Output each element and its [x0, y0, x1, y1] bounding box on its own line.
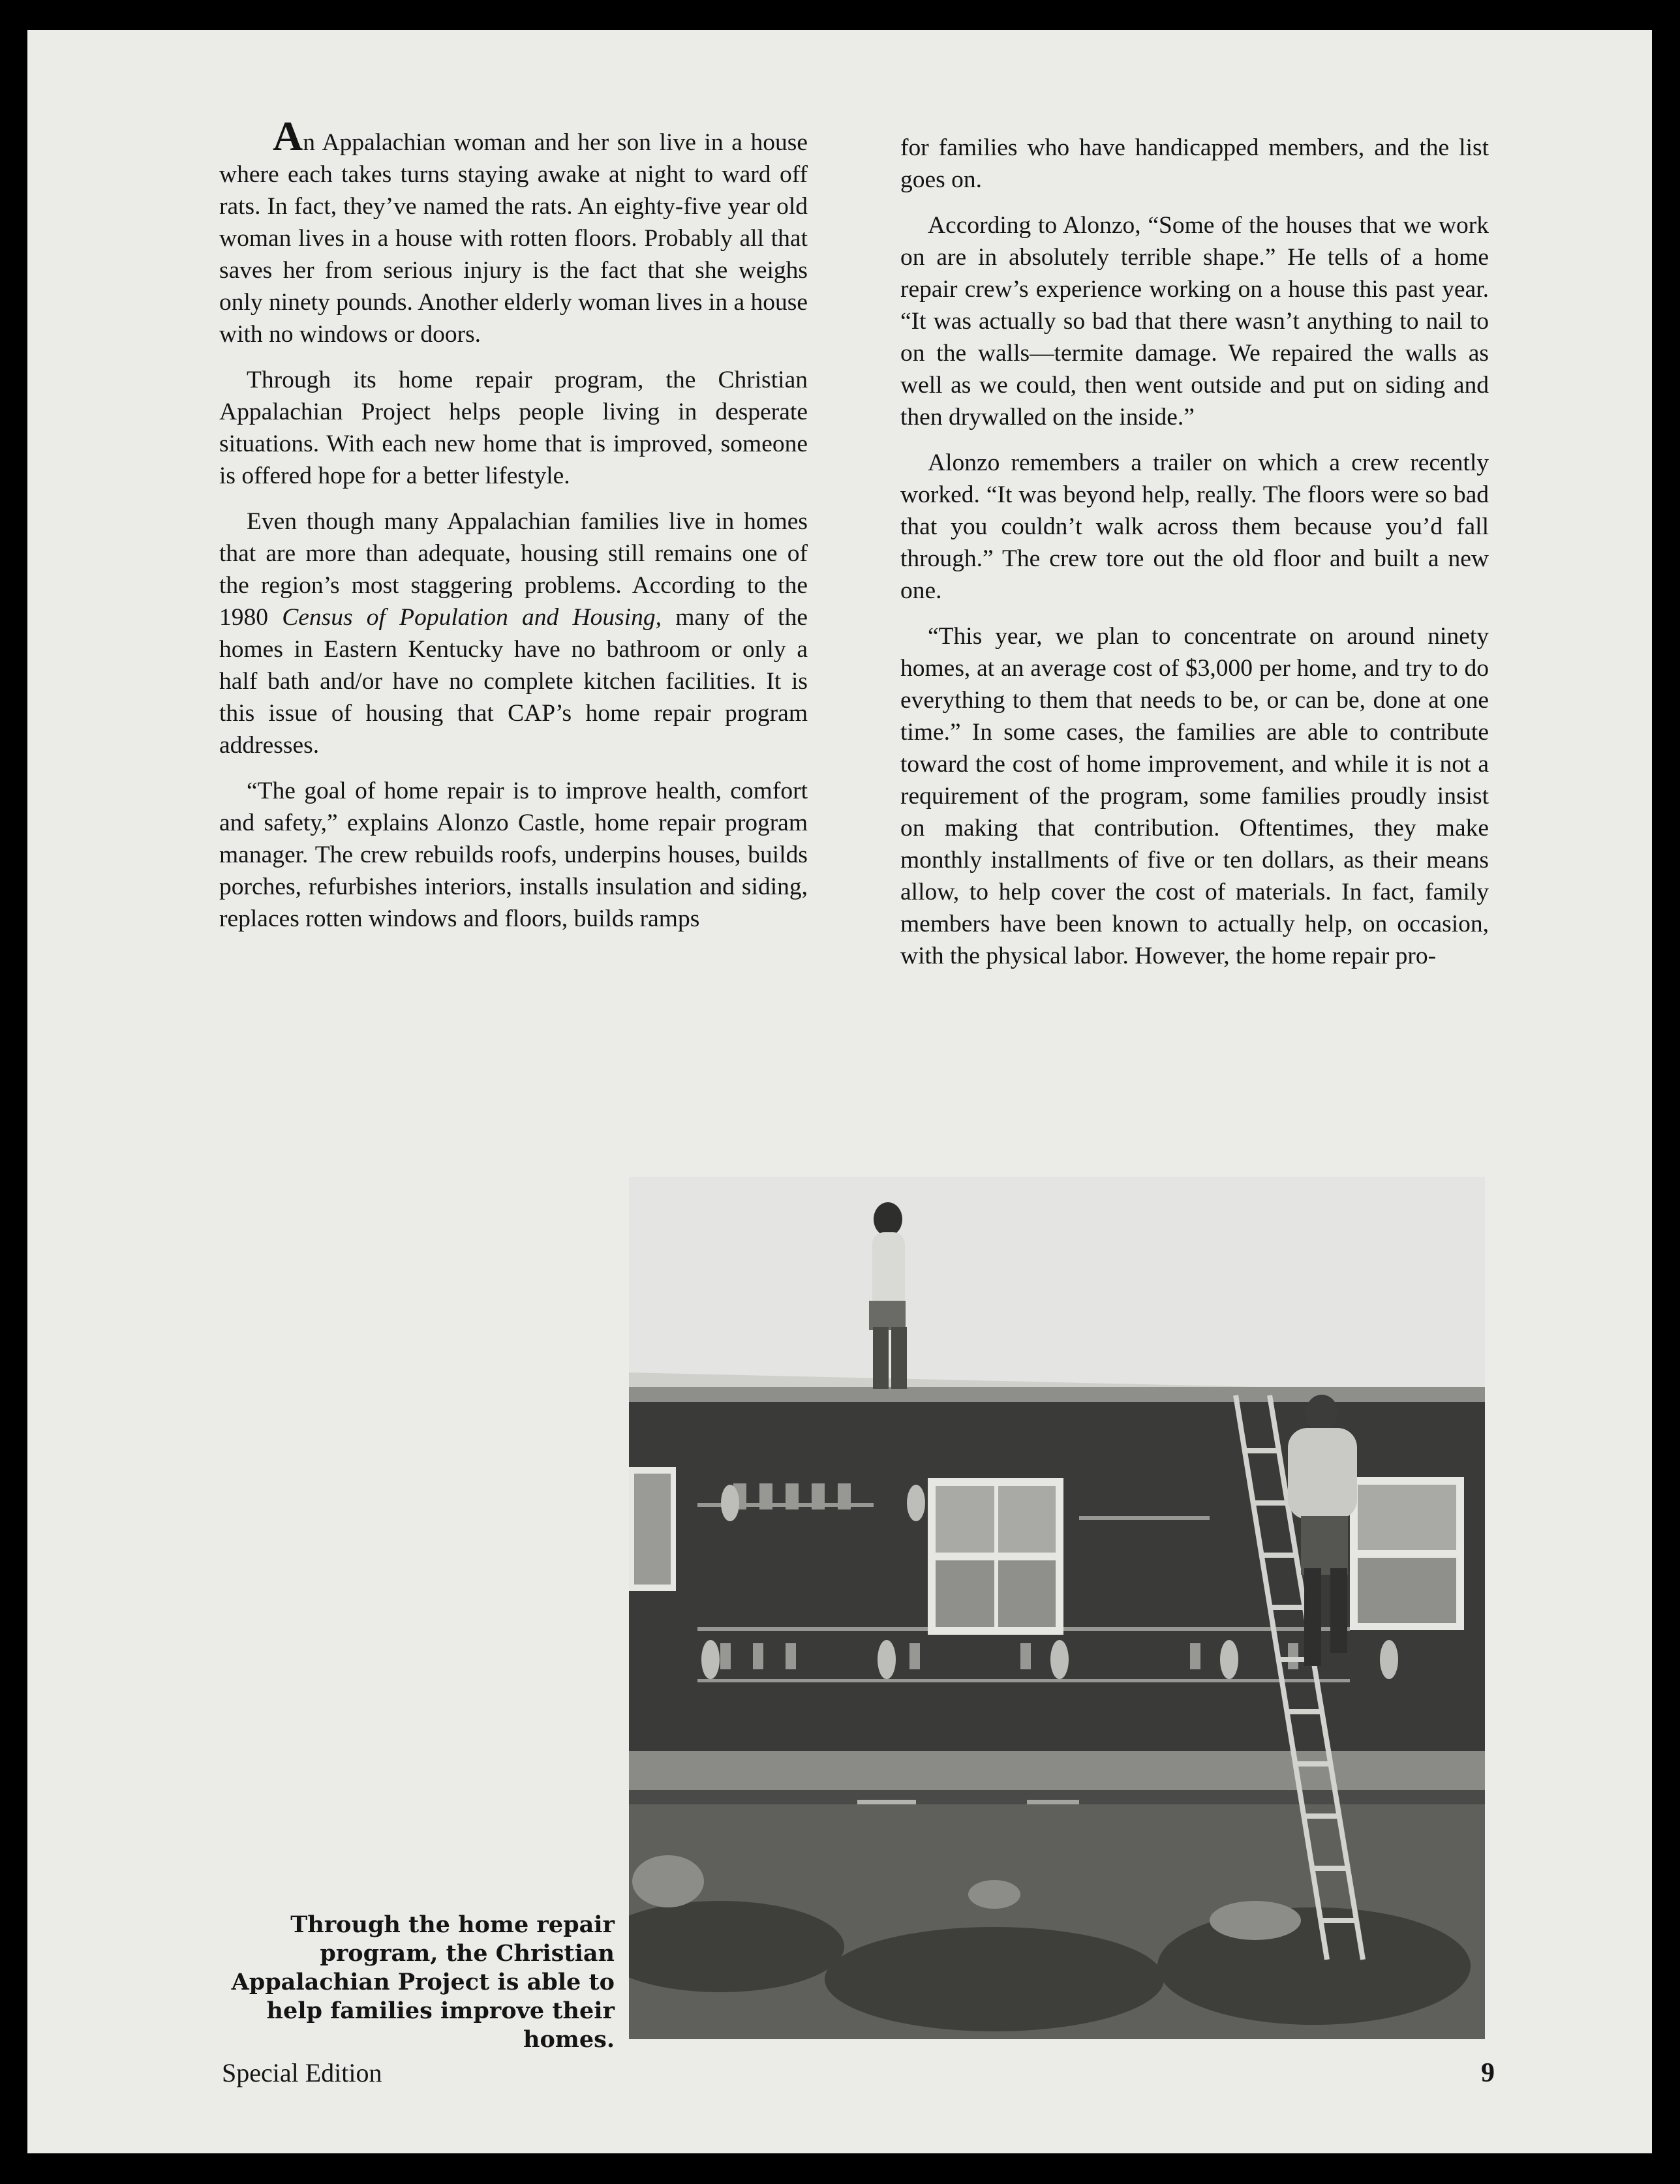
- house-repair-photo: [629, 1177, 1485, 2039]
- paragraph-3-text-start: Even though many Appalachian families live in homes that are more than adequate, housing still remains one of the region’s most staggering problems. According to the 1980: [219, 508, 808, 631]
- drop-cap: A: [273, 113, 303, 159]
- paragraph-3-text-end: many of the homes in Eastern Kentucky have no bathroom or only a half bath and/or have no complete kitchen facilities. It is this issue of housing that CAP’s home repair program addresses.: [219, 604, 808, 759]
- paragraph-8: “This year, we plan to concentrate on around ninety homes, at an average cost of $3,000 per home, and try to do everything to them that needs to be, or can be, done at one time.” In some cases, the families are able to contribute toward the cost of home improvement, and while it is not a requirement of the program, some families proudly insist on making that contribution. Oftentimes, they make monthly installments of five or ten dollars, as their means allow, to help cover the cost of materials. In fact, family members have been known to actually help, on occasion, with the physical labor. However, the home repair pro-: [900, 623, 1489, 969]
- paragraph-4: “The goal of home repair is to improve health, comfort and safety,” explains Alonzo Castle, home repair program manager. The crew rebuilds roofs, underpins houses, builds porches, refurbishes interiors, installs insulation and siding, replaces rotten windows and floors, builds ramps: [219, 778, 808, 932]
- photo-caption: Through the home repair program, the Christian Appalachian Project is able to help families improve their homes.: [231, 1911, 615, 2053]
- paragraph-6: According to Alonzo, “Some of the houses that we work on are in absolutely terrible shape.” He tells of a home repair crew’s experience working on a house this past year. “It was actually so bad that there wasn’t anything to nail to on the walls—termite damage. We repaired the walls as well as we could, then went outside and put on siding and then drywalled on the inside.”: [900, 212, 1489, 431]
- paragraph-5: for families who have handicapped members, and the list goes on.: [900, 134, 1489, 193]
- paragraph-2: Through its home repair program, the Christian Appalachian Project helps people living in desperate situations. With each new home that is improved, someone is offered hope for a better lifestyle.: [219, 367, 808, 489]
- paragraph-7: Alonzo remembers a trailer on which a crew recently worked. “It was beyond help, really. The floors were so bad that you couldn’t walk across them because you’d fall through.” The crew tore out the old floor and built a new one.: [900, 449, 1489, 604]
- article-column-left: [219, 113, 808, 935]
- paragraph-3: [219, 506, 808, 761]
- paragraph-1: [219, 113, 808, 350]
- magazine-page: [27, 30, 1652, 2153]
- census-title: Census of Population and Housing,: [282, 604, 662, 631]
- photo-illustration: [629, 1177, 1485, 2039]
- publication-name: Special Edition: [222, 2058, 382, 2087]
- paragraph-1-text: n Appalachian woman and her son live in a house where each takes turns staying awake at night to ward off rats. In fact, they’ve named the rats. An eighty-five year old woman lives in a house with rotten floors. Probably all that saves her from serious injury is the fact that she weighs only ninety pounds. Another elderly woman lives in a house with no windows or doors.: [219, 129, 808, 348]
- page-number: 9: [1481, 2058, 1495, 2088]
- article-column-right: [900, 132, 1489, 972]
